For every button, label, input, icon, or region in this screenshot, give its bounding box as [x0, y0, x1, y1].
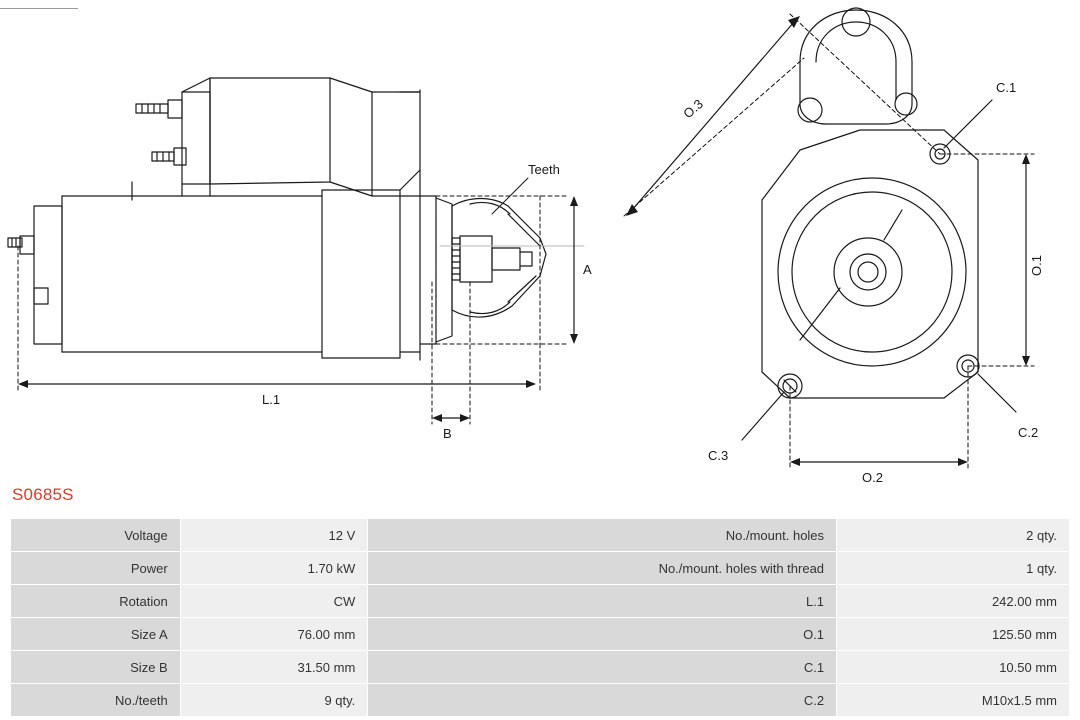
spec-label: No./teeth: [11, 684, 181, 717]
label-teeth: Teeth: [528, 162, 560, 177]
side-view-bracket: [132, 182, 210, 200]
spec-label: Size B: [11, 651, 181, 684]
label-c3: C.3: [708, 448, 729, 463]
label-c1: C.1: [996, 80, 1017, 95]
spec-value-2: M10x1.5 mm: [837, 684, 1070, 717]
side-view-terminals: [136, 100, 186, 165]
label-c2: C.2: [1018, 425, 1039, 440]
spec-label-2: No./mount. holes with thread: [368, 552, 837, 585]
dim-O3: [626, 16, 800, 216]
spec-value: 31.50 mm: [180, 651, 368, 684]
label-l1: L.1: [262, 392, 281, 407]
dim-O2: [790, 458, 968, 466]
label-o1: O.1: [1029, 255, 1044, 276]
table-row: [11, 651, 1070, 684]
spec-label-2: C.1: [368, 651, 837, 684]
spec-value-2: 242.00 mm: [837, 585, 1070, 618]
table-row: [11, 552, 1070, 585]
specifications-table: [10, 518, 1070, 717]
table-row: [11, 684, 1070, 717]
spec-label: Size A: [11, 618, 181, 651]
spec-value: 1.70 kW: [180, 552, 368, 585]
label-o2: O.2: [862, 470, 883, 485]
specifications-body: [11, 519, 1070, 717]
label-a: A: [583, 262, 592, 277]
dim-L1: [18, 380, 536, 388]
housing-shoulder: [372, 92, 420, 196]
table-row: [11, 618, 1070, 651]
spec-value: 9 qty.: [180, 684, 368, 717]
spec-value-2: 1 qty.: [837, 552, 1070, 585]
part-number: S0685S: [12, 485, 74, 504]
spec-label-2: No./mount. holes: [368, 519, 837, 552]
spec-label-2: O.1: [368, 618, 837, 651]
drive-end-housing: [420, 196, 546, 344]
spec-value-2: 125.50 mm: [837, 618, 1070, 651]
dim-A: [570, 196, 578, 344]
label-b: B: [443, 426, 452, 441]
motor-housing: [62, 90, 420, 360]
spec-label-2: C.2: [368, 684, 837, 717]
spec-label-2: L.1: [368, 585, 837, 618]
spec-label: Power: [11, 552, 181, 585]
spec-value-2: 10.50 mm: [837, 651, 1070, 684]
spec-value: 76.00 mm: [180, 618, 368, 651]
label-o3: O.3: [680, 96, 706, 122]
table-row: [11, 519, 1070, 552]
spec-value: 12 V: [180, 519, 368, 552]
spec-label: Voltage: [11, 519, 181, 552]
rear-end-cap: [8, 206, 62, 344]
table-row: [11, 585, 1070, 618]
spec-value-2: 2 qty.: [837, 519, 1070, 552]
spec-label: Rotation: [11, 585, 181, 618]
solenoid-body: [182, 78, 372, 196]
pinion-gear: [452, 236, 532, 282]
spec-value: CW: [180, 585, 368, 618]
dim-B: [432, 414, 470, 422]
